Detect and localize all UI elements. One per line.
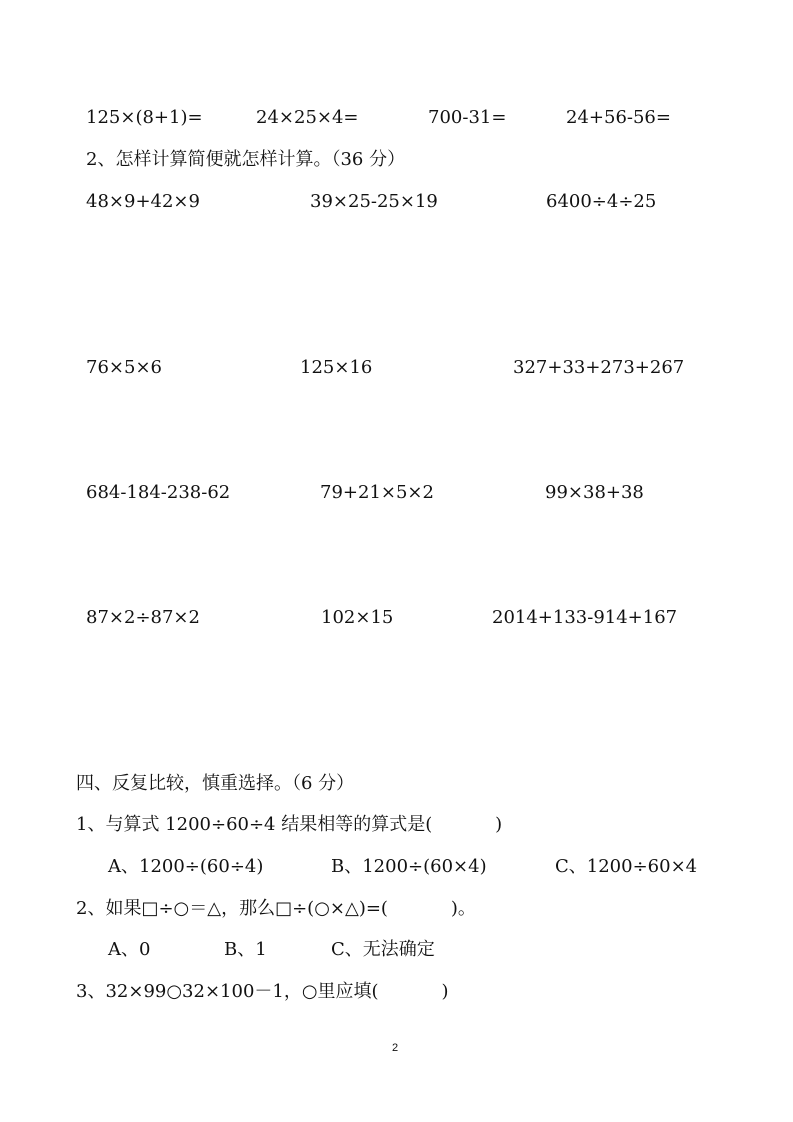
calc-item: 6400÷4÷25 bbox=[546, 191, 657, 212]
calc-item: 102×15 bbox=[321, 607, 394, 628]
section2-title: 2、怎样计算简便就怎样计算。（36 分） bbox=[86, 149, 406, 170]
calc-item: 2014+133-914+167 bbox=[492, 607, 678, 628]
question-2-stem: 2、如果□÷○＝△，那么□÷(○×△)=( )。 bbox=[76, 898, 476, 919]
expression-24x25x4: 24×25×4= bbox=[256, 107, 359, 128]
question-2-option-c: C、无法确定 bbox=[331, 939, 435, 960]
question-2-option-b: B、1 bbox=[224, 939, 267, 960]
question-1-stem: 1、与算式 1200÷60÷4 结果相等的算式是( ) bbox=[76, 814, 503, 835]
question-2-option-a: A、0 bbox=[108, 939, 151, 960]
calc-item: 327+33+273+267 bbox=[513, 357, 685, 378]
calc-item: 79+21×5×2 bbox=[320, 482, 434, 503]
calc-item: 87×2÷87×2 bbox=[86, 607, 200, 628]
expression-125x9: 125×(8+1)= bbox=[86, 107, 203, 128]
question-1-option-a: A、1200÷(60÷4) bbox=[108, 856, 264, 877]
calc-item: 125×16 bbox=[300, 357, 373, 378]
expression-24+56-56: 24+56-56= bbox=[566, 107, 671, 128]
calc-item: 39×25-25×19 bbox=[310, 191, 438, 212]
question-3-stem: 3、32×99○32×100－1，○里应填( ) bbox=[76, 981, 449, 1002]
calc-item: 99×38+38 bbox=[545, 482, 644, 503]
section4-title: 四、反复比较，慎重选择。（6 分） bbox=[76, 773, 355, 794]
calc-item: 684-184-238-62 bbox=[86, 482, 231, 503]
calc-item: 48×9+42×9 bbox=[86, 191, 200, 212]
expression-700-31: 700-31= bbox=[428, 107, 507, 128]
question-1-option-c: C、1200÷60×4 bbox=[555, 856, 698, 877]
calc-item: 76×5×6 bbox=[86, 357, 162, 378]
page-number: 2 bbox=[392, 1042, 399, 1054]
question-1-option-b: B、1200÷(60×4) bbox=[331, 856, 487, 877]
